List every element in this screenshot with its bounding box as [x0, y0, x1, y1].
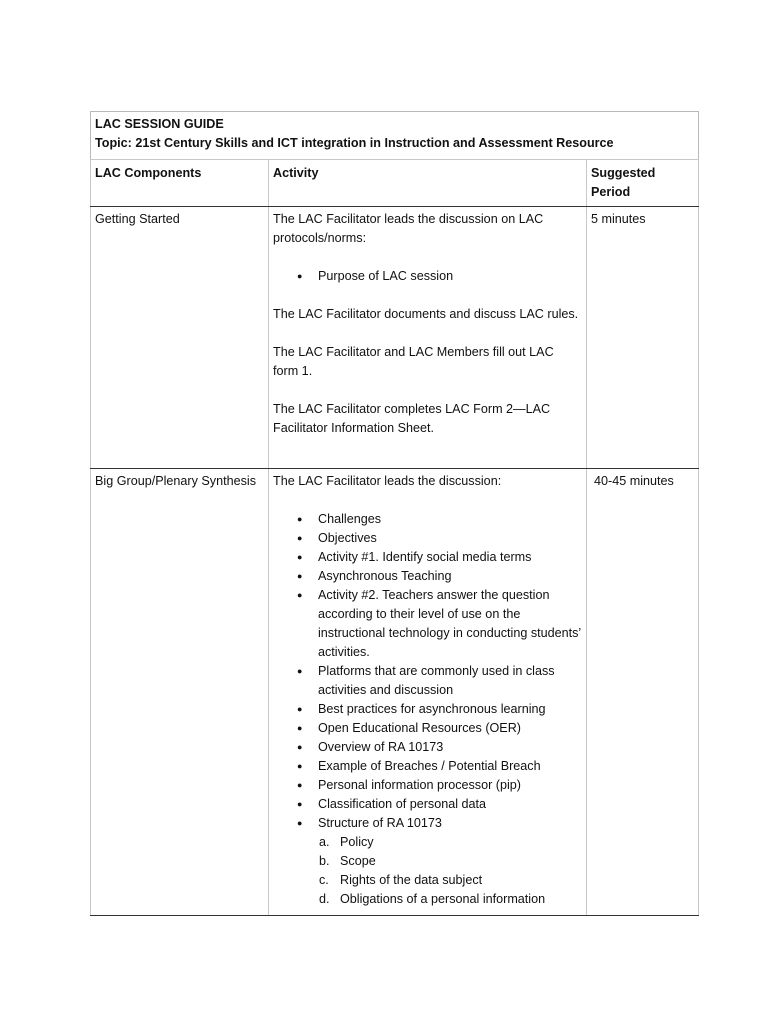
activity-paragraph: The LAC Facilitator completes LAC Form 2—LAC Facilitator Information Sheet. — [273, 402, 551, 435]
guide-header-row — [91, 112, 699, 160]
list-item: ● Asynchronous Teaching — [273, 567, 582, 586]
activity-paragraph: The LAC Facilitator and LAC Members fill out LAC form 1. — [273, 345, 554, 378]
row-component: Big Group/Plenary Synthesis — [91, 469, 269, 916]
row-component: Getting Started — [91, 207, 269, 469]
sub-list-text: Policy — [340, 835, 374, 849]
sub-list-item — [273, 852, 582, 871]
sub-list-marker: d. — [319, 892, 330, 906]
activity-intro: The LAC Facilitator leads the discussion on LAC protocols/norms: — [273, 212, 544, 245]
row-period: 5 minutes — [587, 207, 699, 469]
guide-topic: Topic: 21st Century Skills and ICT integration in Instruction and Assessment Resource — [95, 136, 614, 150]
list-item: ● Platforms that are commonly used in class activities and discussion — [273, 662, 582, 700]
guide-header-cell — [91, 112, 699, 160]
column-header-activity: Activity — [269, 160, 587, 207]
activity-bullet-list — [273, 267, 582, 286]
list-item: ● Activity #2. Teachers answer the question according to their level of use on the instructional technology in conducting students’ activities. — [273, 586, 582, 662]
column-header-row — [91, 160, 699, 207]
guide-title: LAC SESSION GUIDE — [95, 117, 224, 131]
row-period: 40-45 minutes — [587, 469, 699, 916]
activity-sub-list — [273, 833, 582, 909]
session-guide-table — [90, 111, 699, 916]
row-activity — [269, 207, 587, 469]
list-item: ● Best practices for asynchronous learning — [273, 700, 582, 719]
column-header-period: Suggested Period — [587, 160, 699, 207]
sub-list-item — [273, 833, 582, 852]
sub-list-text: Rights of the data subject — [340, 873, 483, 887]
row-activity — [269, 469, 587, 916]
list-item: ● Activity #1. Identify social media terms — [273, 548, 582, 567]
sub-list-marker: b. — [319, 854, 330, 868]
sub-list-marker: c. — [319, 873, 329, 887]
list-item: ● Open Educational Resources (OER) — [273, 719, 582, 738]
sub-list-marker: a. — [319, 835, 330, 849]
list-item: ● Example of Breaches / Potential Breach — [273, 757, 582, 776]
activity-intro: The LAC Facilitator leads the discussion: — [273, 474, 502, 488]
list-item: ● Personal information processor (pip) — [273, 776, 582, 795]
list-item: ● Structure of RA 10173 — [273, 814, 582, 833]
list-item: ● Classification of personal data — [273, 795, 582, 814]
list-item: ● Purpose of LAC session — [273, 267, 582, 286]
sub-list-item — [273, 890, 582, 909]
list-item: ● Objectives — [273, 529, 582, 548]
sub-list-item — [273, 871, 582, 890]
activity-bullet-list — [273, 510, 582, 833]
sub-list-text: Obligations of a personal information — [340, 892, 546, 906]
list-item: ● Overview of RA 10173 — [273, 738, 582, 757]
table-row — [91, 469, 699, 916]
list-item: ● Challenges — [273, 510, 582, 529]
column-header-components: LAC Components — [91, 160, 269, 207]
activity-paragraph: The LAC Facilitator documents and discuss LAC rules. — [273, 307, 579, 321]
sub-list-text: Scope — [340, 854, 376, 868]
session-guide-sheet — [90, 111, 698, 916]
table-row — [91, 207, 699, 469]
